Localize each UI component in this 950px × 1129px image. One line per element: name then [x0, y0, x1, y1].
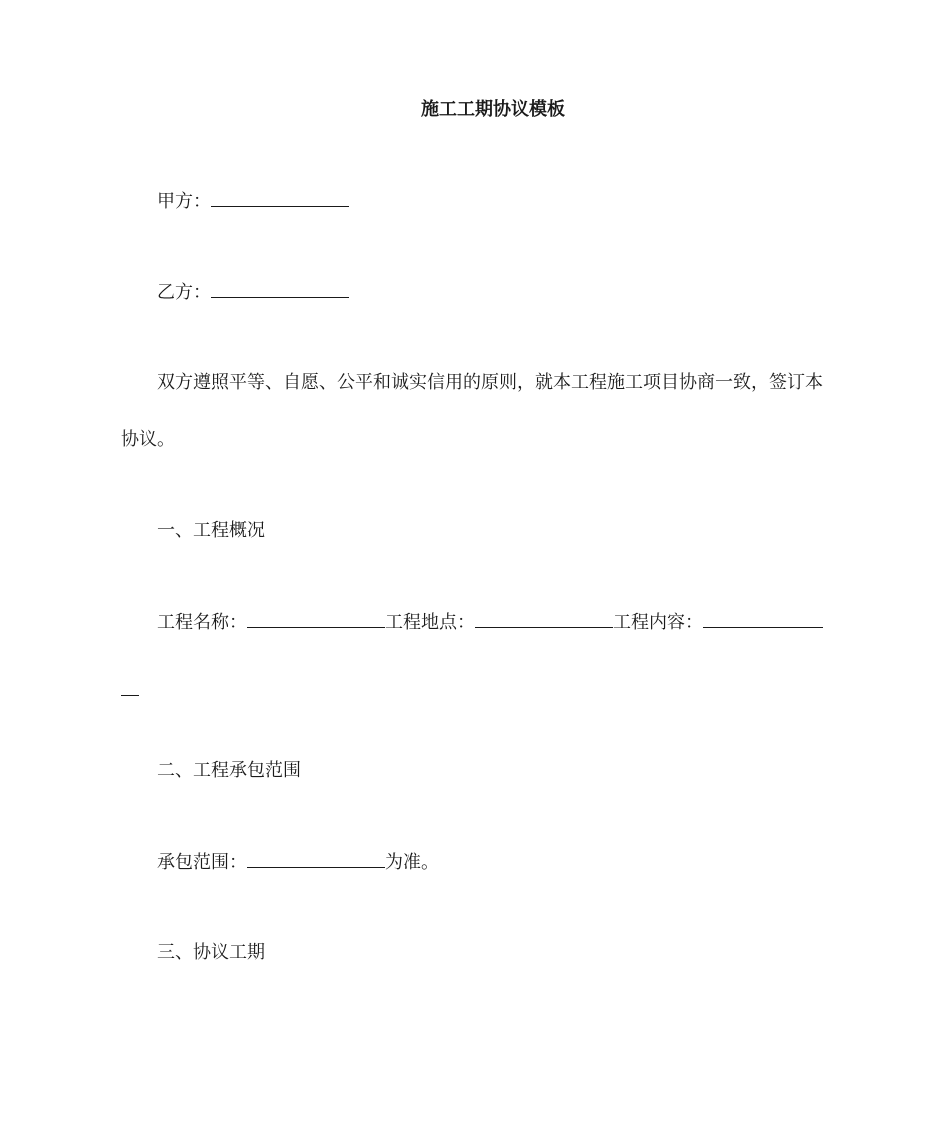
project-location-label: 工程地点： — [385, 612, 475, 633]
party-a-line — [157, 188, 349, 215]
party-b-blank[interactable] — [211, 279, 349, 298]
project-content-label: 工程内容： — [613, 612, 703, 633]
party-a-blank[interactable] — [211, 188, 349, 207]
scope-blank[interactable] — [247, 849, 385, 868]
section2-heading: 二、工程承包范围 — [157, 760, 301, 781]
preamble-line-2: 协议。 — [121, 429, 175, 450]
project-content-blank-continued — [121, 677, 139, 704]
party-b-line — [157, 279, 349, 306]
project-name-label: 工程名称： — [157, 612, 247, 633]
section3-heading: 三、协议工期 — [157, 942, 265, 963]
project-content-blank-tail[interactable] — [121, 677, 139, 696]
document-title: 施工工期协议模板 — [421, 99, 565, 120]
preamble-line-1: 双方遵照平等、自愿、公平和诚实信用的原则，就本工程施工项目协商一致，签订本 — [157, 372, 823, 393]
scope-line — [157, 849, 439, 876]
scope-label: 承包范围： — [157, 852, 247, 873]
project-location-blank[interactable] — [475, 609, 613, 628]
scope-suffix: 为准。 — [385, 852, 439, 873]
project-content-blank[interactable] — [703, 609, 823, 628]
section1-heading: 一、工程概况 — [157, 520, 265, 541]
party-b-label: 乙方： — [157, 282, 211, 303]
project-name-blank[interactable] — [247, 609, 385, 628]
party-a-label: 甲方： — [157, 191, 211, 212]
project-info-line — [157, 609, 823, 636]
